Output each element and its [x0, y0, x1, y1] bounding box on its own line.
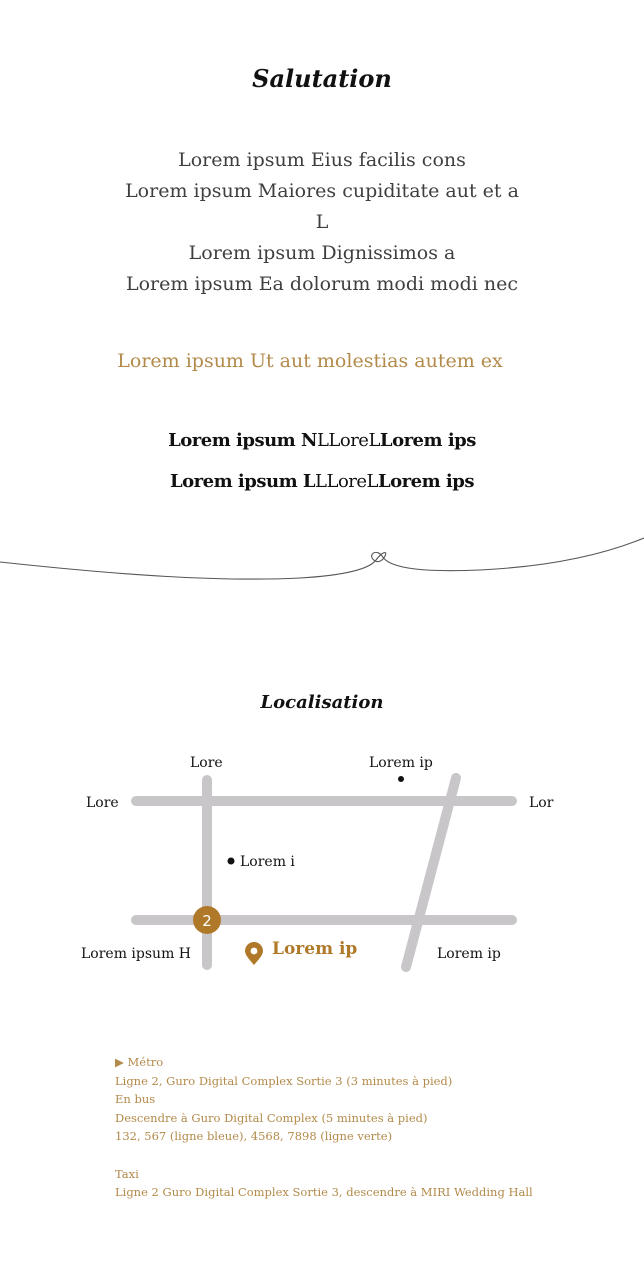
- map-label-bottom-right: Lorem ip: [437, 946, 501, 962]
- taxi-text: Ligne 2 Guro Digital Complex Sortie 3, descendre à MIRI Wedding Hall: [115, 1185, 533, 1200]
- salutation-title: Salutation: [252, 64, 392, 93]
- bus-text: Descendre à Guro Digital Complex (5 minutes à pied): [115, 1110, 428, 1125]
- greeting-line-5: Lorem ipsum Ea dolorum modi modi nec: [125, 273, 519, 295]
- map-pin-icon: [245, 942, 263, 965]
- greeting-line-4: Lorem ipsum Dignissimos a: [188, 242, 456, 264]
- map-label-right: Lor: [529, 795, 554, 811]
- couple-2-part2: LLoreL: [315, 471, 378, 492]
- couple-1-part3: Lorem ips: [379, 430, 476, 451]
- directions-info: [115, 1053, 595, 1202]
- bus-lines: 132, 567 (ligne bleue), 4568, 7898 (ligne verte): [115, 1129, 393, 1144]
- line-number: 2: [202, 912, 212, 930]
- highlight-message: Lorem ipsum Ut aut molestias autem ex: [117, 350, 503, 372]
- flourish-divider: [0, 530, 644, 590]
- venue-label: Lorem ip: [272, 939, 358, 959]
- map-label-middle: Lorem i: [240, 854, 295, 870]
- metro-text: Ligne 2, Guro Digital Complex Sortie 3 (3 minutes à pied): [115, 1073, 453, 1088]
- bus-heading: En bus: [115, 1092, 156, 1107]
- greeting-line-2: Lorem ipsum Maiores cupiditate aut et a: [125, 180, 519, 202]
- map-label-bottom-left: Lorem ipsum H: [81, 946, 192, 962]
- subway-line-badge: [193, 906, 221, 934]
- metro-heading: ▶ Métro: [115, 1055, 164, 1069]
- map-label-top-left: Lore: [190, 755, 223, 771]
- taxi-heading: Taxi: [115, 1166, 139, 1181]
- location-title: Localisation: [260, 692, 384, 713]
- greeting-line-1: Lorem ipsum Eius facilis cons: [178, 149, 466, 171]
- couple-1-part2: LLoreL: [316, 430, 380, 451]
- couple-1-part1: Lorem ipsum N: [168, 430, 317, 451]
- road-diagonal: [406, 778, 456, 967]
- couple-line-1: [0, 430, 644, 451]
- greeting-line-3: L: [315, 211, 329, 233]
- couple-line-2: [0, 471, 644, 492]
- couple-2-part1: Lorem ipsum L: [170, 471, 316, 492]
- landmark-dot-top: [398, 776, 404, 782]
- map-label-top-right: Lorem ip: [369, 755, 433, 771]
- landmark-dot-middle: [228, 858, 235, 865]
- spacer: [115, 1146, 595, 1165]
- map-label-left: Lore: [86, 795, 119, 811]
- couple-2-part3: Lorem ips: [378, 471, 474, 492]
